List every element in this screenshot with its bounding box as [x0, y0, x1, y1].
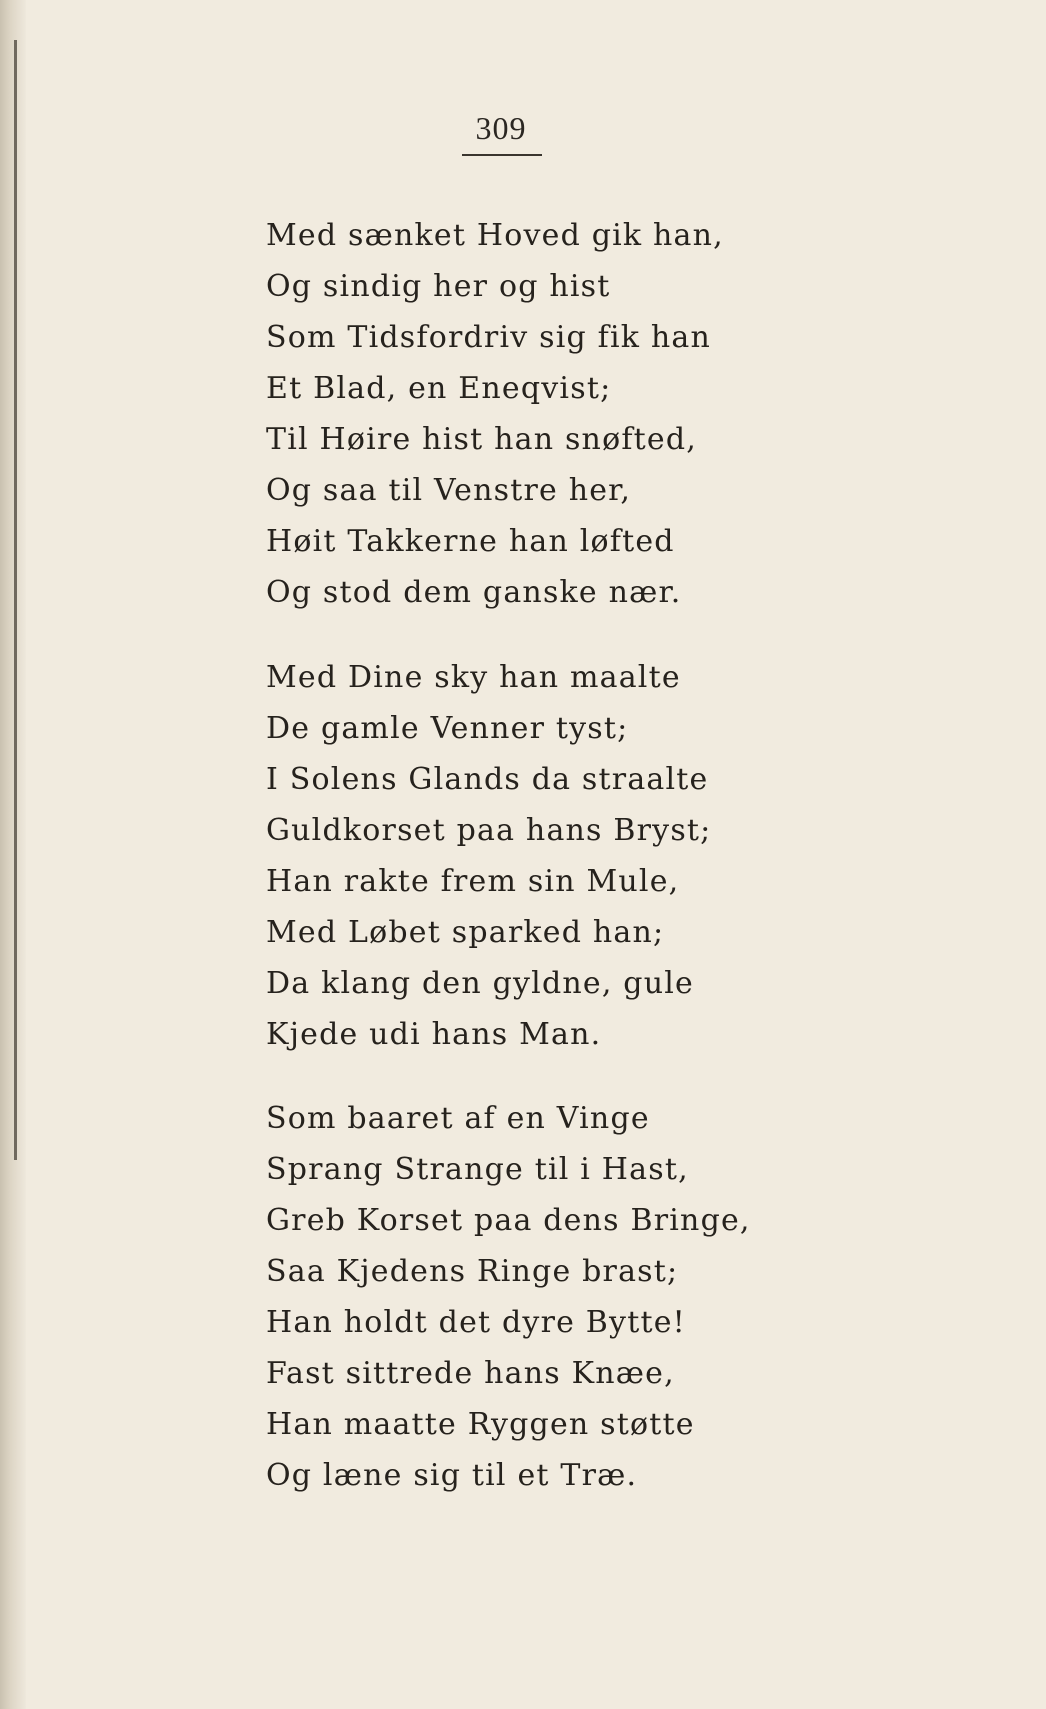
- binding-edge: [14, 40, 17, 1160]
- verse-line: Kjede udi hans Man.: [266, 1017, 602, 1052]
- verse-line: Med sænket Hoved gik han,: [266, 218, 724, 253]
- verse-line: Og saa til Venstre her,: [266, 473, 632, 508]
- page-number: 309: [475, 110, 527, 146]
- verse-line: Greb Korset paa dens Bringe,: [266, 1203, 751, 1238]
- verse-line: Til Høire hist han snøfted,: [266, 422, 697, 457]
- verse-line: Med Løbet sparked han;: [266, 915, 665, 950]
- verse-line: Sprang Strange til i Hast,: [266, 1152, 689, 1187]
- verse-line: Saa Kjedens Ringe brast;: [266, 1254, 679, 1289]
- verse-line: Han rakte frem sin Mule,: [266, 864, 680, 899]
- verse-line: Fast sittrede hans Knæe,: [266, 1356, 675, 1391]
- verse-line: I Solens Glands da straalte: [266, 762, 709, 797]
- verse-line: Og læne sig til et Træ.: [266, 1458, 638, 1493]
- page-gutter: [0, 0, 26, 1709]
- verse-line: De gamle Venner tyst;: [266, 711, 629, 746]
- verse-line: Han holdt det dyre Bytte!: [266, 1305, 686, 1340]
- stanza-2: [266, 652, 711, 1060]
- verse-line: Og stod dem ganske nær.: [266, 575, 682, 610]
- verse-line: Guldkorset paa hans Bryst;: [266, 813, 712, 848]
- stanza-3: [266, 1093, 751, 1501]
- verse-line: Som Tidsfordriv sig fik han: [266, 320, 712, 355]
- page-number-rule: [462, 154, 542, 156]
- verse-line: Da klang den gyldne, gule: [266, 966, 694, 1001]
- verse-line: Med Dine sky han maalte: [266, 660, 681, 695]
- verse-line: Og sindig her og hist: [266, 269, 611, 304]
- verse-line: Høit Takkerne han løfted: [266, 524, 675, 559]
- verse-line: Som baaret af en Vinge: [266, 1101, 650, 1136]
- verse-line: Han maatte Ryggen støtte: [266, 1407, 695, 1442]
- verse-line: Et Blad, en Eneqvist;: [266, 371, 612, 406]
- stanza-1: [266, 210, 724, 618]
